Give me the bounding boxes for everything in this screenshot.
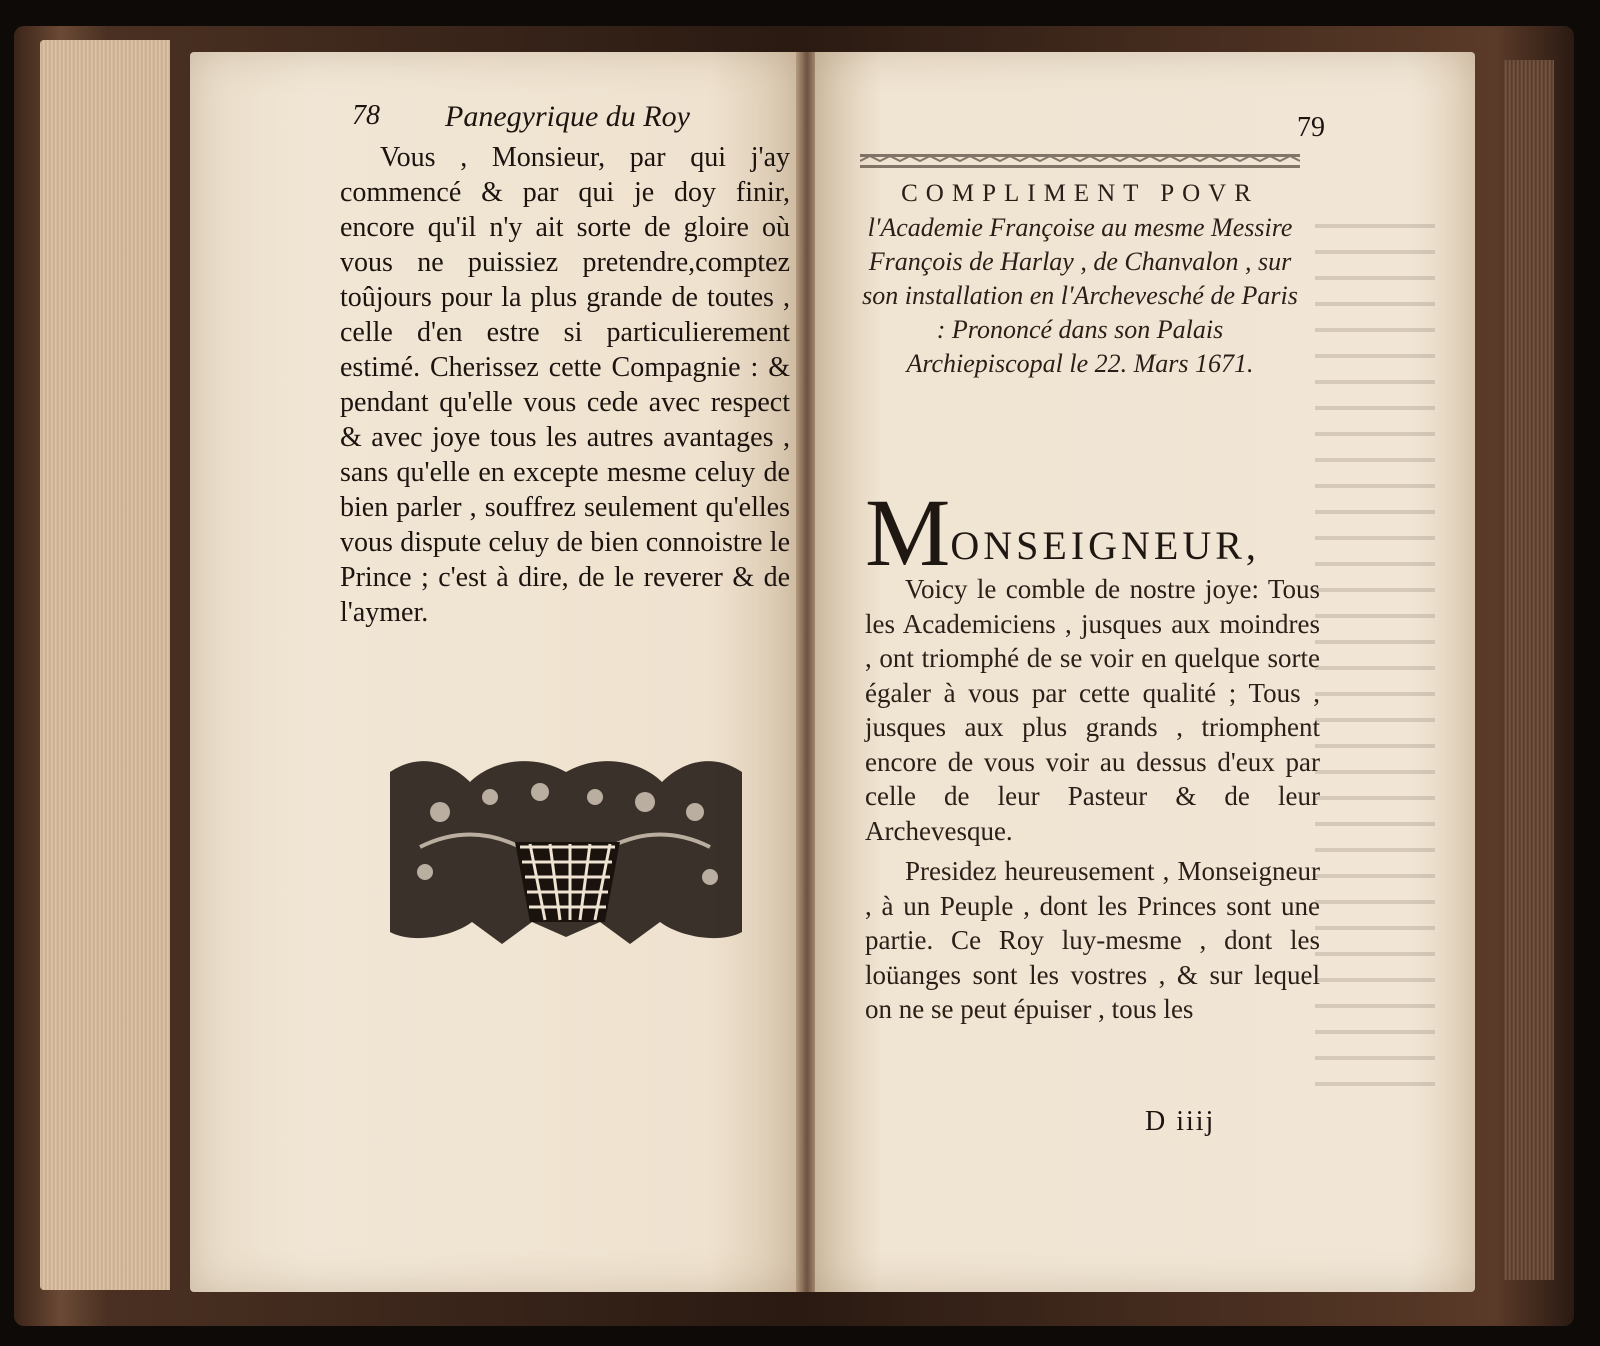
page-number-right: 79	[1297, 112, 1325, 143]
signature-mark: D iiij	[1145, 1106, 1216, 1137]
right-page	[815, 52, 1475, 1292]
drop-capital: M	[865, 479, 951, 586]
left-paragraph: Vous , Monsieur, par qui j'ay commencé & par qui je doy finir, encore qu'il n'y ait sorte de gloire où vous ne puissiez pretendre,comptez toûjours pour la plus grande de toutes , celle d'en estre si particulierement estimé. Cherissez cette Compagnie : & pendant qu'elle vous cede avec respect & avec joye tous les autres avantages , sans qu'elle en excepte mesme celuy de bien parler , souffrez seulement qu'elles vous dispute celuy de bien connoistre le Prince ; c'est à dire, de le reverer & de l'aymer.	[340, 142, 790, 628]
show-through	[1315, 202, 1435, 1102]
right-paragraph-2: Presidez heureusement , Monseigneur , à un Peuple , dont les Princes sont une partie. Ce Roy luy-mesme , dont les loüanges sont les vostres , & sur lequel on ne se peut épuiser , tous les	[865, 856, 1320, 1024]
compliment-heading	[860, 177, 1300, 381]
left-text	[340, 140, 790, 630]
right-paragraph-1: Voicy le comble de nostre joye: Tous les Academiciens , jusques aux moindres , ont triomphé de se voir en quelque sorte égaler à vous par cette qualité ; Tous , jusques aux plus grands , triomphent encore de vous voir au dessus d'eux par celle de leur Pasteur & de leur Archevesque.	[865, 574, 1320, 846]
running-head: Panegyrique du Roy	[445, 100, 690, 133]
heading-title: COMPLIMENT POVR	[901, 180, 1259, 207]
heading-subtitle: l'Academie Françoise au mesme Messire François de Harlay , de Chanvalon , sur son installation en l'Archevesché de Paris : Prononcé dans son Palais Archiepiscopal le 22. Mars 1671.	[862, 213, 1298, 378]
right-text	[865, 572, 1320, 1033]
salutation-rest: ONSEIGNEUR,	[950, 523, 1260, 568]
ornament-band-icon	[860, 150, 1300, 172]
page-number-left: 78	[352, 100, 380, 131]
page-edges-right	[1504, 60, 1554, 1280]
page-edges-left	[40, 40, 170, 1290]
left-page	[190, 52, 800, 1292]
basket-of-flowers-ornament-icon	[380, 752, 752, 944]
